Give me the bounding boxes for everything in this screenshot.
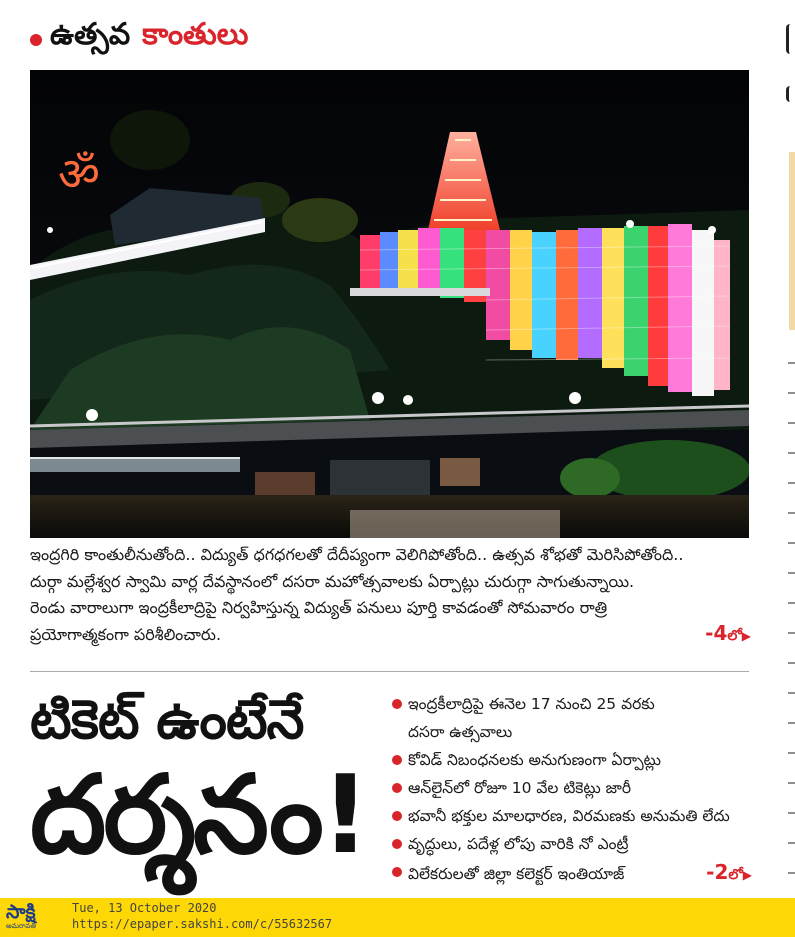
continued-page-reference[interactable] <box>706 858 752 889</box>
epaper-link[interactable]: https://epaper.sakshi.com/c/55632567 <box>72 917 333 931</box>
list-item <box>392 690 752 718</box>
list-item-text: వృద్ధులు, పదేళ్ల లోపు వారికి నో ఎంట్రీ <box>408 835 629 853</box>
adjacent-column-text <box>788 340 795 880</box>
bullet-icon <box>392 811 402 821</box>
bullet-icon <box>392 867 402 877</box>
bullet-icon <box>392 699 402 709</box>
list-item-text: భవానీ భక్తుల మాలధారణ, విరమణకు అనుమతి లేదు <box>408 807 730 825</box>
list-item-text: ఇంద్రకీలాద్రిపై ఈనెల 17 నుంచి 25 వరకు <box>408 695 655 713</box>
adjacent-column-box <box>789 152 795 330</box>
logo-text: సాక్షి <box>6 901 36 923</box>
caption-line: ప్రయోగాత్మకంగా పరిశీలించారు. <box>30 624 222 644</box>
bullet-icon <box>30 34 42 46</box>
headline-line-2: దర్శనం! <box>30 753 367 878</box>
list-item <box>392 858 752 889</box>
page-suffix: లో <box>727 627 742 644</box>
edition-date: Tue, 13 October 2020 <box>72 901 217 915</box>
adjacent-column-glyph <box>786 86 795 102</box>
list-item <box>392 774 752 802</box>
temple-illumination-photo <box>30 70 749 538</box>
sakshi-logo[interactable] <box>6 902 62 932</box>
logo-edition: అమరావతి <box>6 922 36 930</box>
photo-caption <box>30 542 755 648</box>
svg-text:ॐ: ॐ <box>58 147 100 201</box>
list-item <box>392 718 752 746</box>
headline-line-1: టికెట్‌ ఉంటేనే <box>30 688 304 751</box>
epaper-footer <box>0 898 795 937</box>
arrow-right-icon: ▶ <box>742 868 752 882</box>
page-number: -4 <box>705 620 728 645</box>
page-suffix: లో <box>728 867 743 883</box>
continued-page-reference[interactable] <box>705 620 751 650</box>
list-item-label: విలేకరులతో జిల్లా కలెక్టర్‌ ఇంతియాజ్‌ <box>408 864 625 883</box>
section-heading-prefix: ఉత్సవ <box>50 17 131 52</box>
bullet-icon <box>392 839 402 849</box>
arrow-right-icon: ▶ <box>741 628 751 643</box>
caption-line: రెండు వారాలుగా ఇంద్రకీలాద్రిపై నిర్వహిస్తున్న విద్యుత్‌ పనులు పూర్తి కావడంతో సోమవారం రాత్రి <box>30 598 608 617</box>
highlights-list <box>392 690 752 889</box>
page-number: -2 <box>706 860 729 884</box>
list-item <box>392 830 752 858</box>
caption-line: దుర్గా మల్లేశ్వర స్వామి వార్ల దేవస్థానంలో దసరా మహోత్సవాలకు ఏర్పాట్లు చురుగ్గా సాగుతున్నాయి. <box>30 571 635 591</box>
list-item <box>392 802 752 830</box>
list-item-text: ఆన్‌లైన్‌లో రోజూ 10 వేల టికెట్లు జారీ <box>408 779 632 797</box>
section-heading <box>30 18 248 58</box>
list-item-text <box>408 858 752 889</box>
section-heading-highlight: కాంతులు <box>142 17 249 52</box>
section-divider <box>30 671 749 672</box>
list-item-text: కోవిడ్‌ నిబంధనలకు అనుగుణంగా ఏర్పాట్లు <box>408 751 661 769</box>
adjacent-column-glyph <box>786 24 795 54</box>
caption-line: ఇంద్రగిరి కాంతులీనుతోంది.. విద్యుత్‌ ధగధగలతో దేదీప్యంగా వెలిగిపోతోంది.. ఉత్సవ శోభతో మెరిసిపోతోంది.. <box>30 545 684 564</box>
bullet-icon <box>392 755 402 765</box>
footer-meta <box>72 900 332 932</box>
list-item <box>392 746 752 774</box>
list-item-text: దసరా ఉత్సవాలు <box>408 723 513 741</box>
bullet-icon <box>392 783 402 793</box>
